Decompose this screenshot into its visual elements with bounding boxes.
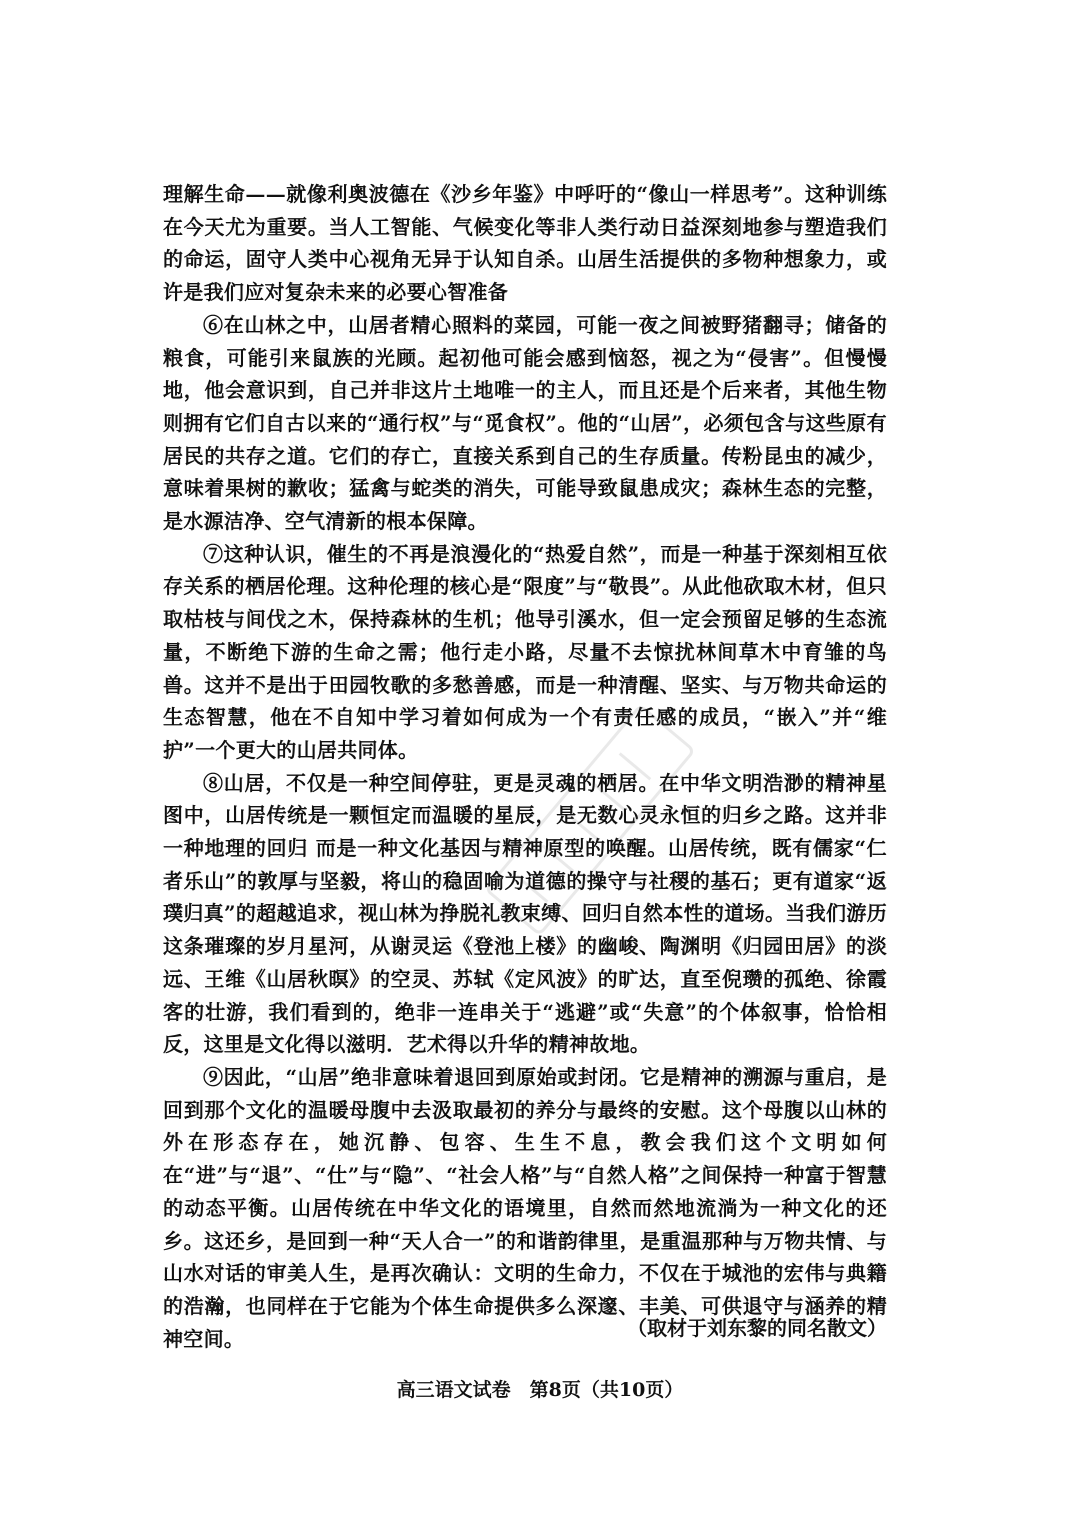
paragraph-continued: 理解生命——就像利奥波德在《沙乡年鉴》中呼吁的“像山一样思考”。这种训练在今天尤为重要。当人工智能、气候变化等非人类行动日益深刻地参与塑造我们的命运，固守人类中心视角无异于认知自杀。山居生活提供的多物种想象力，或许是我们应对复杂未来的必要心智准备 xyxy=(163,182,887,305)
page-footer: 高三语文试卷 第8页（共10页） xyxy=(396,1379,684,1401)
paragraph-7: ⑦这种认识，催生的不再是浪漫化的“热爱自然”，而是一种基于深刻相互依存关系的栖居伦理。这种伦理的核心是“限度”与“敬畏”。从此他砍取木材，但只取枯枝与间伐之木，保持森林的生机；他导引溪水，但一定会预留足够的生态流量，不断绝下游的生命之需；他行走小路，尽量不去惊扰林间草木中育雏的鸟兽。这并不是出于田园牧歌的多愁善感，而是一种清醒、坚实、与万物共命运的生态智慧，他在不自知中学习着如何成为一个有责任感的成员，“嵌入”并“维护”一个更大的山居共同体。 xyxy=(163,541,887,762)
source-attribution: （取材于刘东黎的同名散文） xyxy=(627,1316,887,1340)
paragraph-6: ⑥在山林之中，山居者精心照料的菜园，可能一夜之间被野猪翻寻；储备的粮食，可能引来鼠族的光顾。起初他可能会感到恼怒，视之为“侵害”。但慢慢地，他会意识到，自己并非这片土地唯一的主人，而且还是个后来者，其他生物则拥有它们自古以来的“通行权”与“觅食权”。他的“山居”，必须包含与这些原有居民的共存之道。它们的存亡，直接关系到自己的生存质量。传粉昆虫的减少，意味着果树的歉收；猛禽与蛇类的消失，可能导致鼠患成灾；森林生态的完整，是水源洁净、空气清新的根本保障。 xyxy=(163,312,887,534)
paragraph-8: ⑧山居，不仅是一种空间停驻，更是灵魂的栖居。在中华文明浩渺的精神星图中，山居传统是一颗恒定而温暖的星辰，是无数心灵永恒的归乡之路。这并非一种地理的回归 而是一种文化基因与精神原型的唤醒。山居传统，既有儒家“仁者乐山”的敦厚与坚毅，将山的稳固喻为道德的操守与社稷的基石；更有道家“返璞归真”的超越追求，视山林为挣脱礼教束缚、回归自然本性的道场。当我们游历这条璀璨的岁月星河，从谢灵运《登池上楼》的幽峻、陶渊明《归园田居》的淡远、王维《山居秋暝》的空灵、苏轼《定风波》的旷达，直至倪瓒的孤绝、徐霞客的壮游，我们看到的，绝非一连串关于“逃避”或“失意”的个体叙事，恰恰相反，这里是文化得以滋明．艺术得以升华的精神故地。 xyxy=(163,770,887,1057)
paragraph-9: ⑨因此，“山居”绝非意味着退回到原始或封闭。它是精神的溯源与重启，是回到那个文化的温暖母腹中去汲取最初的养分与最终的安慰。这个母腹以山林的外在形态存在，她沉静、包容、生生不息，教会我们这个文明如何在“进”与“退”、“仕”与“隐”、“社会人格”与“自然人格”之间保持一种富于智慧的动态平衡。山居传统在中华文化的语境里，自然而然地流淌为一种文化的还乡。这还乡，是回到一种“天人合一”的和谐韵律里，是重温那种与万物共情、与山水对话的审美人生，是再次确认：文明的生命力，不仅在于城池的宏伟与典籍的浩瀚，也同样在于它能为个体生命提供多么深邃、丰美、可供退守与涵养的精神空间。 xyxy=(163,1064,887,1351)
article-body xyxy=(163,178,887,1355)
